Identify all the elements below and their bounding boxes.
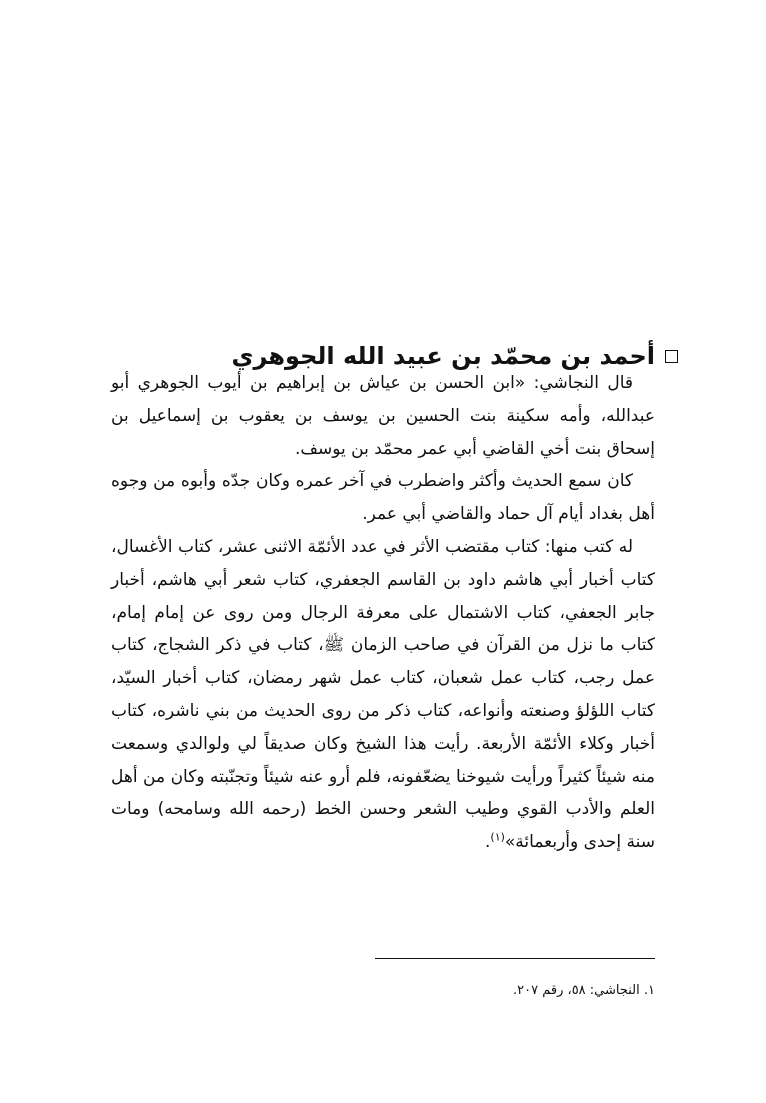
- paragraph-3-text: له كتب منها: كتاب مقتضب الأثر في عدد الأئمّة الاثنى عشر، كتاب الأغسال، كتاب أخبار أبي هاشم داود بن القاسم الجعفري، كتاب شعر أبي هاشم، أخبار جابر الجعفي، كتاب الاشتمال على معرفة الرجال ومن روى عن إمام إمام، كتاب ما نزل من القرآن في صاحب الزمان ﷺ، كتاب في ذكر الشجاج، كتاب عمل رجب، كتاب عمل شعبان، كتاب عمل شهر رمضان، كتاب أخبار السيّد، كتاب اللؤلؤ وصنعته وأنواعه، كتاب ذكر من روى الحديث من بني ناشره، كتاب أخبار وكلاء الأئمّة الأربعة. رأيت هذا الشيخ وكان صديقاً لي ولوالدي وسمعت منه شيئاً كثيراً ورأيت شيوخنا يضعّفونه، فلم أرو عنه شيئاً وتجنّبته وكان من أهل العلم والأدب القوي وطيب الشعر وحسن الخط (رحمه الله وسامحه) ومات سنة إحدى وأربعمائة»: [111, 536, 655, 853]
- footnote: ١. النجاشي: ٥٨، رقم ٢٠٧.: [512, 983, 655, 998]
- paragraph-3: [111, 531, 655, 859]
- square-bullet-icon: [665, 350, 678, 363]
- footnote-reference: (١): [490, 830, 505, 844]
- entry-body: [111, 367, 655, 859]
- footnote-divider: [375, 958, 655, 959]
- paragraph-2: كان سمع الحديث وأكثر واضطرب في آخر عمره وكان جدّه وأبوه من وجوه أهل بغداد أيام آل حماد والقاضي أبي عمر.: [111, 471, 655, 525]
- paragraph-1: قال النجاشي: «ابن الحسن بن عياش بن إبراهيم بن أيوب الجوهري أبو عبدالله، وأمه سكينة بنت الحسين بن يوسف بن يعقوب بن إسماعيل بن إسحاق بنت أخي القاضي أبي عمر محمّد بن يوسف.: [111, 373, 655, 459]
- closing-period: .: [484, 832, 491, 853]
- entry-title: أحمد بن محمّد بن عبيد الله الجوهري: [231, 342, 655, 370]
